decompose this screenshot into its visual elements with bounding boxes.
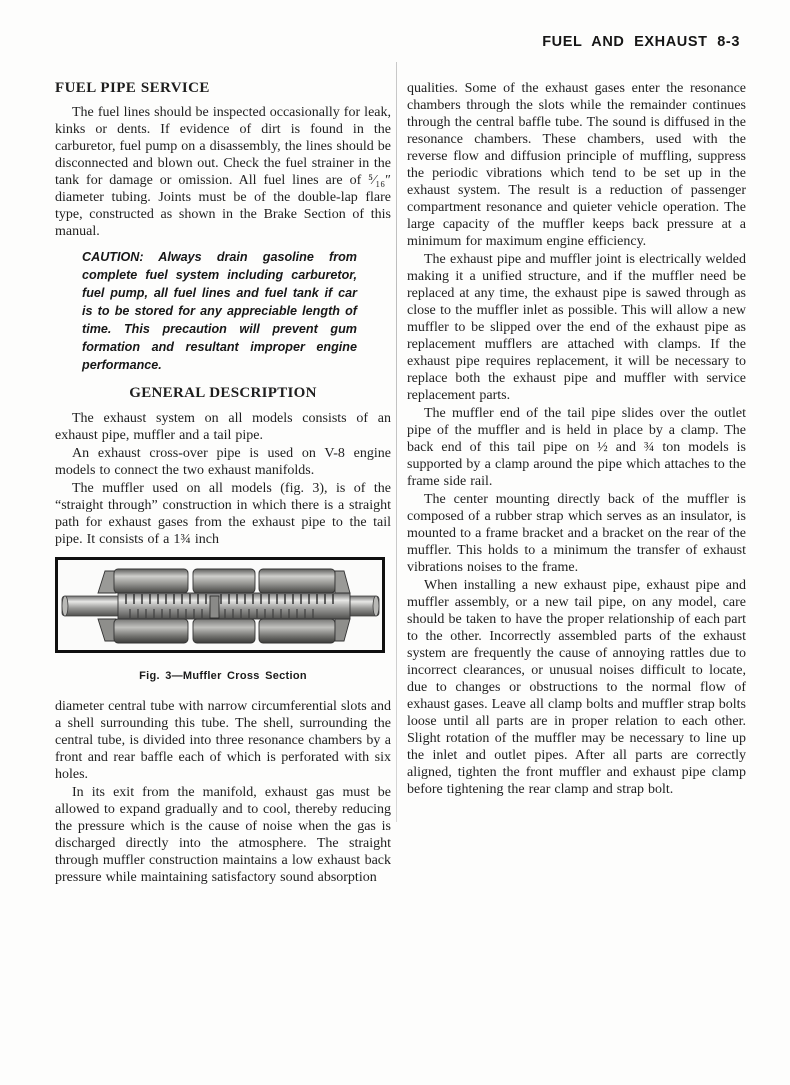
paragraph-gas-expansion: In its exit from the manifold, exhaust gas must be allowed to expand gradually and to cool, thereby reducing the pressure which is the cause of noise when the gas is discharged directly into the atmosphere. The straight through muffler construction maintains a low exhaust back pressure while maintaining satisfactory sound absorption [55, 785, 391, 885]
paragraph-central-tube: diameter central tube with narrow circumferential slots and a shell surrounding this tube. The shell, surrounding the central tube, is divided into three resonance chambers by a front and rear baffle each of which is perforated with six holes. [55, 699, 391, 782]
paragraph-sound-qualities: qualities. Some of the exhaust gases enter the resonance chambers through the slots while the remainder continues through the central baffle tube. The sound is diffused in the resonance chambers. These chambers, used with the reverse flow and diffusion principle of muffling, suppress the periodic vibrations which tend to be set up in the exhaust system. The result is a reduction of passenger compartment resonance and quieter vehicle operation. The large capacity of the muffler keeps back pressure at a minimum for maximum engine efficiency. [407, 81, 746, 249]
paragraph-exhaust-system: The exhaust system on all models consists of an exhaust pipe, muffler and a tail pipe. [55, 411, 391, 443]
page-header: FUEL AND EXHAUST 8-3 [542, 34, 740, 50]
caution-note: CAUTION: Always drain gasoline from complete fuel system including carburetor, fuel pump, all fuel lines and fuel tank if car is to be stored for any appreciable length of time. This precaution will prevent gum formation and resultant improper engine performance. [82, 250, 357, 372]
muffler-cross-section-illustration [58, 560, 382, 650]
paragraph-installation: When installing a new exhaust pipe, exhaust pipe and muffler assembly, or a new tail pipe, on any model, care should be taken to have the proper relationship of each part to the other. Incorrectly assembled parts of the exhaust system are frequently the cause of annoying rattles due to incorrect clearances, or unusual noises difficult to locate, due to changes or obstructions to the normal flow of exhaust gases. Leave all clamp bolts and muffler strap bolts loose until all parts are in proper relation to each other. Slight rotation of the muffler may be necessary to line up the inlet and outlet pipes. After all parts are correctly aligned, tighten the front muffler and exhaust pipe clamp before tightening the rear clamp and strap bolt. [407, 578, 746, 797]
muffler-figure [55, 557, 385, 653]
paragraph-welded-joint: The exhaust pipe and muffler joint is electrically welded making it a unified structure, and if the muffler need be replaced at any time, the exhaust pipe is sawed through as close to the muffler inlet as possible. This will allow a new muffler to be slipped over the end of the exhaust pipe as replacement mufflers are attached with clamps. If the exhaust pipe requires replacement, it will be necessary to replace both the exhaust pipe and muffler with service replacement parts. [407, 252, 746, 403]
section-title-general-description: GENERAL DESCRIPTION [129, 385, 317, 401]
paragraph-center-mounting: The center mounting directly back of the muffler is composed of a rubber strap which serves as an insulator, is mounted to a frame bracket and a bracket on the rear of the muffler. This holds to a minimum the transfer of exhaust vibrations noises to the frame. [407, 492, 746, 575]
column-divider-rule [396, 62, 397, 822]
section-title-fuel-pipe-service: FUEL PIPE SERVICE [55, 80, 210, 96]
right-column [407, 80, 746, 798]
figure-caption: Fig. 3—Muffler Cross Section [139, 670, 307, 682]
paragraph-fuel-lines: The fuel lines should be inspected occasionally for leak, kinks or dents. If evidence of dirt is found in the carburetor, fuel pump on a disassembly, the lines should be disconnected and blown out. Check the fuel strainer in the tank for damage or omission. All fuel lines are of ⁵⁄₁₆″ diameter tubing. Joints must be of the double-lap flare type, constructed as shown in the Brake Section of this manual. [55, 105, 391, 239]
paragraph-tail-pipe: The muffler end of the tail pipe slides over the outlet pipe of the muffler and is held in place by a clamp. The back end of this tail pipe on ½ and ¾ ton models is supported by a clamp around the pipe which attaches to the frame side rail. [407, 406, 746, 489]
paragraph-crossover-pipe: An exhaust cross-over pipe is used on V-8 engine models to connect the two exhaust manifolds. [55, 446, 391, 478]
paragraph-muffler-construction: The muffler used on all models (fig. 3), is of the “straight through” construction in which there is a straight path for exhaust gases from the exhaust pipe to the tail pipe. It consists of a 1¾ inch [55, 481, 391, 547]
left-column [55, 80, 391, 886]
